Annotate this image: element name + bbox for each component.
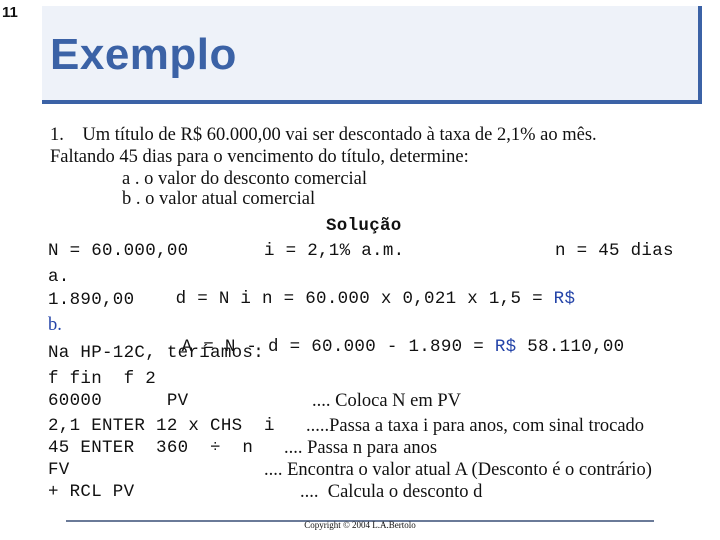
slide-title: Exemplo bbox=[50, 30, 237, 79]
given-period: n = 45 dias bbox=[555, 241, 674, 261]
hp-step-keys: f fin f 2 bbox=[48, 369, 157, 389]
hp-intro: Na HP-12C, teríamos: bbox=[48, 343, 265, 363]
copyright-footer: Copyright © 2004 L.A.Bertolo bbox=[304, 520, 416, 530]
hp-step-note: .... Encontra o valor atual A (Desconto é o contrário) bbox=[264, 460, 652, 480]
hp-step-note: .... Passa n para anos bbox=[284, 438, 438, 458]
part-b-currency: R$ bbox=[494, 337, 517, 357]
problem-item-b: b . o valor atual comercial bbox=[122, 189, 316, 209]
hp-step-keys: + RCL PV bbox=[48, 482, 135, 502]
part-b-label: b. bbox=[48, 315, 62, 335]
hp-step-keys: 60000 PV bbox=[48, 391, 189, 411]
hp-step-keys: 2,1 ENTER 12 x CHS i bbox=[48, 416, 275, 436]
part-a-expression bbox=[154, 266, 575, 310]
hp-step-note: .... Calcula o desconto d bbox=[300, 482, 483, 502]
problem-item-a: a . o valor do desconto comercial bbox=[122, 169, 368, 189]
part-b-result: 58.110,00 bbox=[516, 337, 625, 357]
part-a-currency: R$ bbox=[553, 289, 576, 309]
problem-line-2: Faltando 45 dias para o vencimento do título, determine: bbox=[50, 147, 469, 167]
part-b-formula: A = N - d = 60.000 - 1.890 = bbox=[181, 337, 495, 357]
slide-number: 11 bbox=[2, 4, 18, 21]
hp-step-keys: 45 ENTER 360 ÷ n bbox=[48, 438, 254, 458]
hp-step-note: .... Coloca N em PV bbox=[312, 391, 462, 411]
part-a-label: a. bbox=[48, 267, 70, 287]
part-a-formula: d = N i n = 60.000 x 0,021 x 1,5 = bbox=[175, 289, 554, 309]
hp-step-keys: FV bbox=[48, 460, 70, 480]
problem-line-1: 1. Um título de R$ 60.000,00 vai ser descontado à taxa de 2,1% ao mês. bbox=[50, 125, 597, 145]
hp-step-note: .....Passa a taxa i para anos, com sinal trocado bbox=[306, 416, 645, 436]
solution-heading: Solução bbox=[326, 216, 402, 236]
part-a-result: 1.890,00 bbox=[48, 290, 135, 310]
given-rate: i = 2,1% a.m. bbox=[264, 241, 405, 261]
given-principal: N = 60.000,00 bbox=[48, 241, 189, 261]
